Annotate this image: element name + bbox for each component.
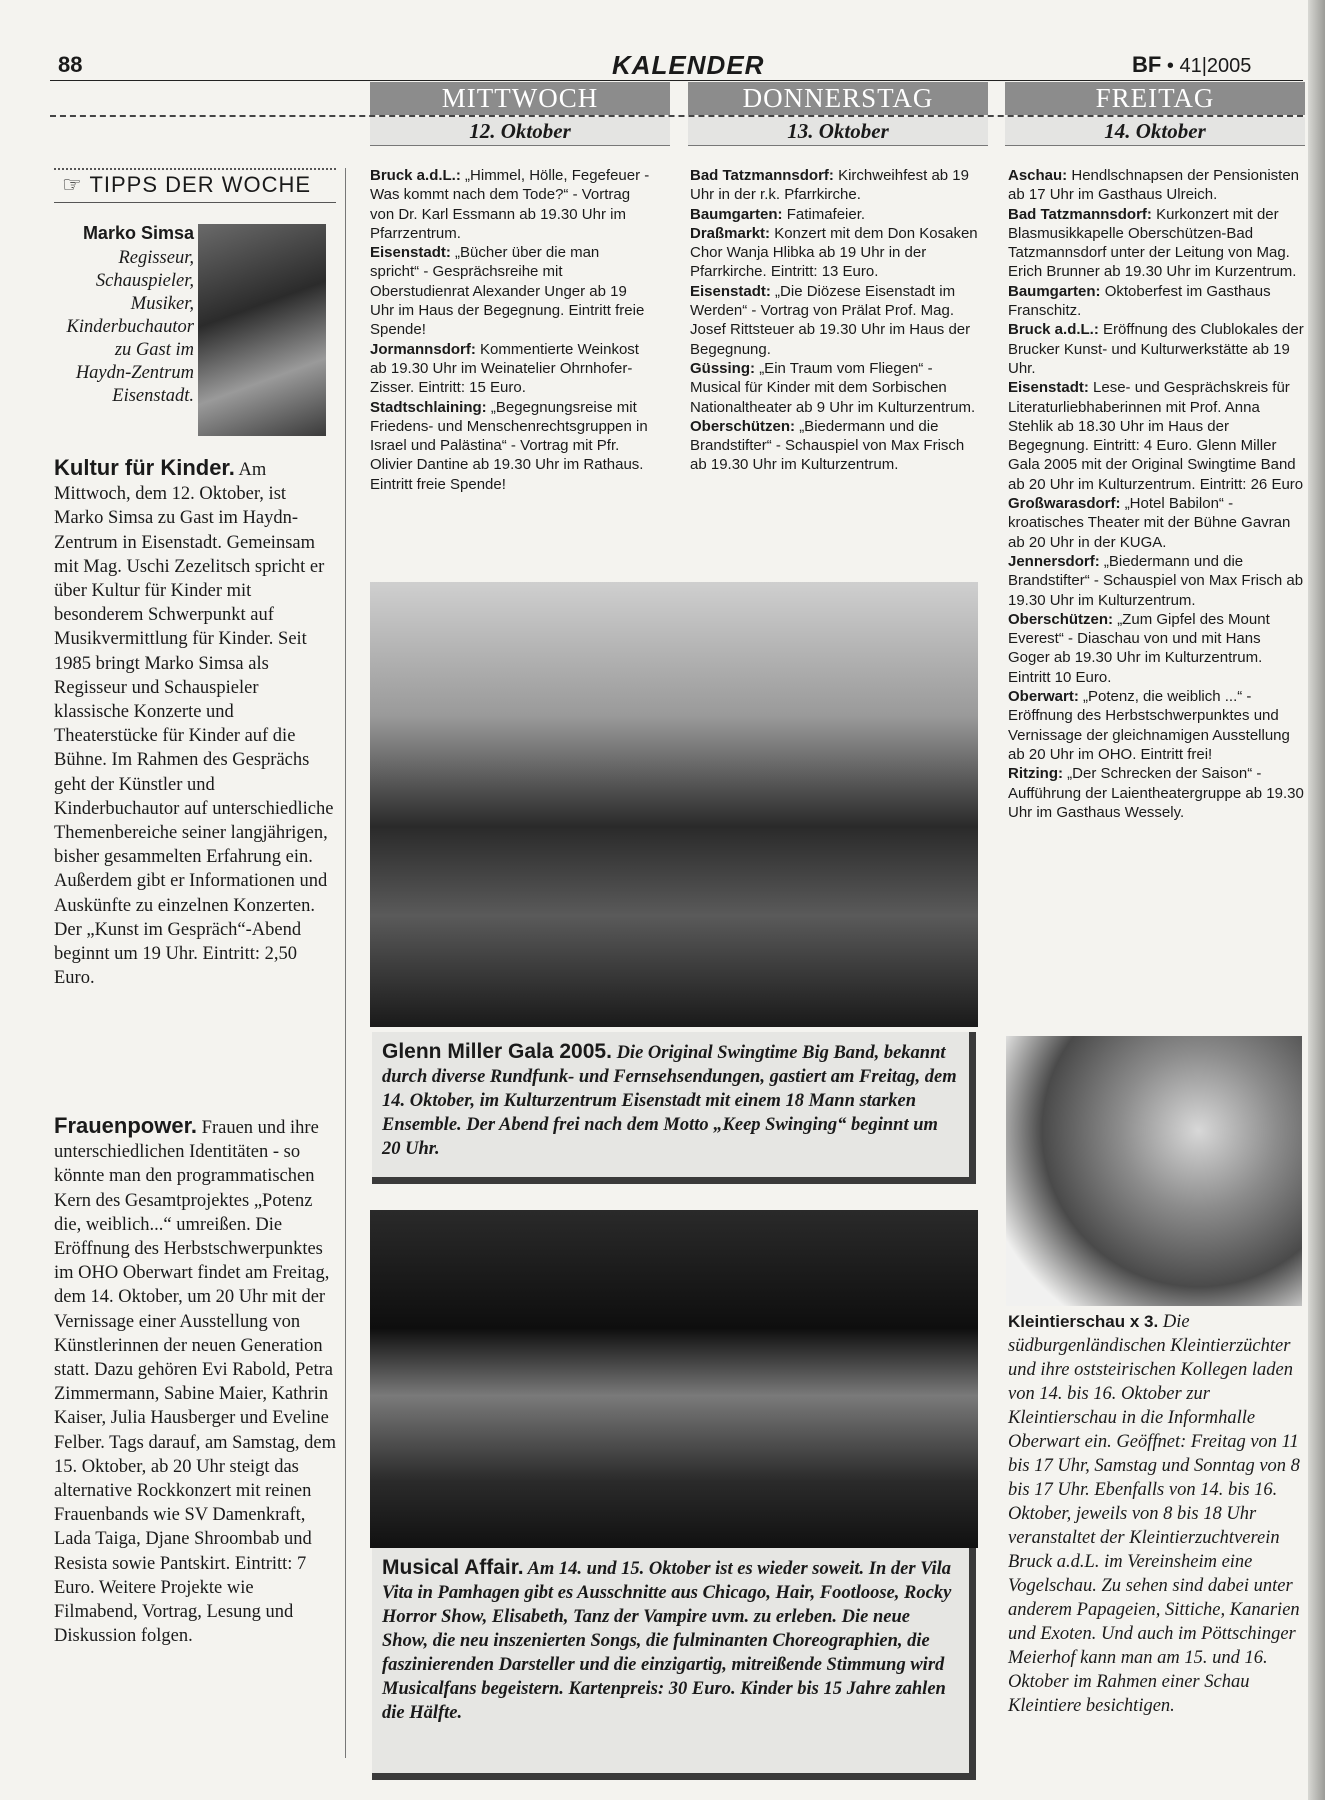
event-text: „Der Schrecken der Saison“ - Aufführung der Laientheatergruppe ab 19.30 Uhr im Gasthaus Wessely. [1008, 765, 1304, 821]
events-thursday [690, 166, 980, 475]
event-item [1008, 552, 1304, 610]
event-text: Kommentierte Weinkost ab 19.30 Uhr im Weinatelier Ohrnhofer-Zisser. Eintritt: 15 Euro. [370, 340, 639, 397]
event-place: Bad Tatzmannsdorf: [690, 167, 834, 184]
event-text: Konzert mit dem Don Kosaken Chor Wanja Hlibka ab 19 Uhr in der Pfarrkirche. Eintritt: 13 Euro. [690, 224, 978, 281]
event-text: „Biedermann und die Brandstifter“ - Schauspiel von Max Frisch ab 19.30 Uhr im Kulturzentrum. [690, 417, 965, 474]
event-item [690, 282, 980, 359]
paper-name: BF [1132, 52, 1162, 77]
tipps-title: TIPPS DER WOCHE [89, 172, 312, 197]
day-heading-friday: FREITAG [1005, 82, 1305, 115]
issue-number: 41|2005 [1179, 55, 1252, 77]
events-friday [1008, 166, 1304, 822]
person-name: Marko Simsa [82, 223, 194, 243]
caption-title: Kleintierschau x 3. [1008, 1312, 1159, 1331]
event-place: Ritzing: [1008, 765, 1063, 783]
column-divider [345, 168, 346, 1758]
event-item [1008, 494, 1304, 552]
event-item [1008, 378, 1304, 494]
event-item [690, 224, 980, 282]
article-kultur [54, 456, 338, 990]
event-place: Güssing: [690, 359, 756, 377]
event-text: „Hotel Babilon“ - kroatisches Theater mit der Bühne Gavran ab 20 Uhr in der KUGA. [1008, 495, 1291, 551]
event-place: Oberschützen: [690, 417, 796, 435]
tipps-top-rule [54, 168, 336, 170]
event-text: Eröffnung des Clublokales der Brucker Kunst- und Kulturwerkstätte ab 19 Uhr. [1008, 321, 1304, 377]
event-place: Draßmarkt: [690, 224, 771, 242]
caption-kleintierschau [1008, 1310, 1304, 1718]
caption-text: Am 14. und 15. Oktober ist es wieder soweit. In der Vila Vita in Pamhagen gibt es Ausschnitte aus Chicago, Hair, Footloose, Rocky Horror Show, Elisabeth, Tanz der Vampire uvm. zu erleben. Die neue Show, die neu inszenierten Songs, die fulminanten Choreographien, die faszinierenden Darsteller und die einzigartig, mitreißende Stimmung wird Musicalfans begeistern. Kartenpreis: 30 Euro. Kinder bis 15 Jahre zahlen die Hälfte. [382, 1559, 952, 1723]
event-place: Bad Tatzmannsdorf: [1008, 205, 1152, 223]
article-frauenpower [54, 1114, 338, 1648]
event-text: Kirchweihfest ab 19 Uhr in der r.k. Pfarrkirche. [690, 167, 969, 204]
event-place: Bruck a.d.L.: [1008, 321, 1099, 339]
event-item [1008, 764, 1304, 822]
event-place: Baumgarten: [690, 205, 783, 223]
event-text: „Potenz, die weiblich ...“ - Eröffnung des Herbstschwerpunktes und Vernissage der gleichnamigen Ausstellung ab 20 Uhr im OHO. Eintritt frei! [1008, 688, 1290, 763]
event-text: „Biedermann und die Brandstifter“ - Schauspiel von Max Frisch ab 19.30 Uhr im Kulturzentrum. [1008, 552, 1304, 609]
day-heading-wednesday: MITTWOCH [370, 82, 670, 115]
article-title: Frauenpower. [54, 1113, 198, 1138]
article-body: Am Mittwoch, dem 12. Oktober, ist Marko Simsa zu Gast im Haydn-Zentrum in Eisenstadt. Gemeinsam mit Mag. Uschi Zezelitsch spricht er über Kultur für Kinder mit besonderem Schwerpunkt auf Musikvermittlung für Kinder. Seit 1985 bringt Marko Simsa als Regisseur und Schauspieler klassische Konzerte und Theaterstücke für Kinder auf die Bühne. Im Rahmen des Gesprächs geht der Künstler und Kinderbuchautor auf unterschiedliche Themenbereiche seiner langjährigen, bisher gesammelten Erfahrung ein. Außerdem gibt er Informationen und Auskünfte zu einzelnen Konzerten. Der „Kunst im Gespräch“-Abend beginnt um 19 Uhr. Eintritt: 2,50 Euro. [54, 460, 334, 989]
events-wednesday [370, 166, 652, 494]
event-place: Eisenstadt: [690, 282, 771, 300]
event-place: Eisenstadt: [370, 244, 451, 262]
event-place: Jormannsdorf: [370, 340, 476, 358]
issue-label [1132, 52, 1251, 78]
article-title: Kultur für Kinder. [54, 455, 235, 480]
event-place: Oberschützen: [1008, 610, 1114, 628]
event-item [1008, 205, 1304, 282]
event-place: Stadtschlaining: [370, 398, 487, 416]
article-body: Frauen und ihre unterschiedlichen Identitäten - so könnte man den programmatischen Kern des Gesamtprojektes „Potenz die, weiblich...“ umreißen. Die Eröffnung des Herbstschwerpunktes im OHO Oberwart findet am Freitag, dem 14. Oktober, um 20 Uhr mit der Vernissage einer Ausstellung von Künstlerinnen der neuen Generation statt. Dazu gehören Evi Rabold, Petra Zimmermann, Sabine Maier, Kathrin Kaiser, Julia Hausberger und Eveline Felber. Tags darauf, am Samstag, dem 15. Oktober, ab 20 Uhr steigt das alternative Rockkonzert mit reinen Frauenbands wie SV Damenkraft, Lada Taiga, Djane Shroombab und Resista sowie Pantskirt. Eintritt: 7 Euro. Weitere Projekte wie Filmabend, Vortrag, Lesung und Diskussion folgen. [54, 1118, 336, 1647]
header-rule [50, 80, 1303, 81]
big-band-photo [370, 582, 978, 1027]
event-item [690, 417, 980, 475]
event-item [370, 166, 652, 243]
event-text: „Himmel, Hölle, Fegefeuer - Was kommt nach dem Tode?“ - Vortrag von Dr. Karl Essmann ab 19.30 Uhr im Pfarrzentrum. [370, 167, 650, 242]
portrait-photo [198, 224, 326, 436]
event-text: Lese- und Gesprächskreis für Literaturliebhaberinnen mit Prof. Anna Stehlik ab 18.30 Uhr im Haus der Begegnung. Eintritt: 4 Euro. Glenn Miller Gala 2005 mit der Original Swingtime Band ab 20 Uhr im Kulturzentrum. Eintritt: 26 Euro [1008, 379, 1304, 493]
caption-title: Musical Affair. [382, 1556, 524, 1579]
event-item [1008, 166, 1304, 205]
parrot-photo [1006, 1036, 1302, 1306]
event-text: „Ein Traum vom Fliegen“ - Musical für Kinder mit dem Sorbischen Nationaltheater ab 9 Uhr im Kulturzentrum. [690, 359, 976, 416]
page-number: 88 [58, 52, 83, 77]
event-text: „Die Diözese Eisenstadt im Werden“ - Vortrag von Prälat Prof. Mag. Josef Rittsteuer ab 19.30 Uhr im Haus der Begegnung. [690, 282, 971, 358]
caption-text: Die Original Swingtime Big Band, bekannt durch diverse Rundfunk- und Fernsehsendungen, gastiert am Freitag, dem 14. Oktober, im Kulturzentrum Eisenstadt mit einem 18 Mann starken Ensemble. Der Abend frei nach dem Motto „Keep Swinging“ beginnt um 20 Uhr. [382, 1043, 957, 1159]
event-place: Großwarasdorf: [1008, 495, 1121, 513]
event-place: Aschau: [1008, 167, 1068, 184]
event-item [1008, 282, 1304, 321]
day-heading-thursday: DONNERSTAG [688, 82, 988, 115]
event-item [370, 243, 652, 339]
event-item [690, 166, 980, 205]
date-wednesday: 12. Oktober [370, 117, 670, 146]
event-item [690, 205, 980, 224]
caption-glenn-miller [372, 1032, 976, 1184]
date-thursday: 13. Oktober [688, 117, 988, 146]
event-text: Hendlschnapsen der Pensionisten ab 17 Uhr im Gasthaus Ulreich. [1008, 167, 1300, 204]
event-place: Baumgarten: [1008, 282, 1101, 300]
event-item [370, 398, 652, 494]
event-text: „Begegnungsreise mit Friedens- und Menschenrechtsgruppen in Israel und Palästina“ - Vortrag mit Pfr. Olivier Dantine ab 19.30 Uhr im Rathaus. Eintritt freie Spende! [370, 398, 648, 493]
section-title: KALENDER [612, 50, 765, 80]
caption-text: Die südburgenländischen Kleintierzüchter und ihre oststeirischen Kollegen laden von 14. bis 16. Oktober zur Kleintierschau in die Informhalle Oberwart ein. Geöffnet: Freitag von 11 bis 17 Uhr, Samstag und Sonntag von 8 bis 17 Uhr. Ebenfalls von 14. bis 16. Oktober, jeweils von 8 bis 18 Uhr veranstaltet der Kleintierzuchtverein Bruck a.d.L. im Vereinsheim eine Vogelschau. Zu sehen sind dabei unter anderem Papageien, Sittiche, Kanarien und Exoten. Und auch im Pöttschinger Meierhof kann man am 15. und 16. Oktober im Rahmen einer Schau Kleintiere besichtigen. [1008, 1312, 1300, 1716]
event-place: Bruck a.d.L.: [370, 167, 461, 184]
event-item [370, 340, 652, 398]
caption-musical [372, 1548, 976, 1780]
tipps-heading [62, 172, 311, 198]
person-role: Regisseur, Schauspieler, Musiker, Kinderbuchautor zu Gast im Haydn-Zentrum Eisenstadt. [66, 248, 194, 406]
issue-bullet: • [1166, 55, 1174, 77]
event-text: „Zum Gipfel des Mount Everest“ - Diaschau von und mit Hans Goger ab 19.30 Uhr im Kulturzentrum. Eintritt 10 Euro. [1008, 610, 1270, 686]
event-place: Jennersdorf: [1008, 552, 1100, 570]
event-text: Kurkonzert mit der Blasmusikkapelle Oberschützen-Bad Tatzmannsdorf unter der Leitung von Mag. Erich Brunner ab 19.30 Uhr im Kurzentrum. [1008, 205, 1297, 281]
event-text: Oktoberfest im Gasthaus Franschitz. [1008, 282, 1271, 320]
date-friday: 14. Oktober [1005, 117, 1305, 146]
event-item [1008, 687, 1304, 764]
tipps-bottom-rule [54, 202, 336, 203]
event-place: Oberwart: [1008, 688, 1079, 706]
caption-title: Glenn Miller Gala 2005. [382, 1040, 612, 1063]
event-place: Eisenstadt: [1008, 379, 1089, 397]
event-item [1008, 610, 1304, 687]
event-item [690, 359, 980, 417]
pointing-hand-icon: ☞ [62, 172, 83, 197]
event-text: „Bücher über die man spricht“ - Gesprächsreihe mit Oberstudienrat Alexander Unger ab 19 Uhr im Haus der Begegnung. Eintritt freie Spende! [370, 244, 645, 339]
event-item [1008, 320, 1304, 378]
page-edge [1308, 0, 1325, 1800]
event-text: Fatimafeier. [786, 205, 866, 223]
musical-photo [370, 1210, 978, 1548]
